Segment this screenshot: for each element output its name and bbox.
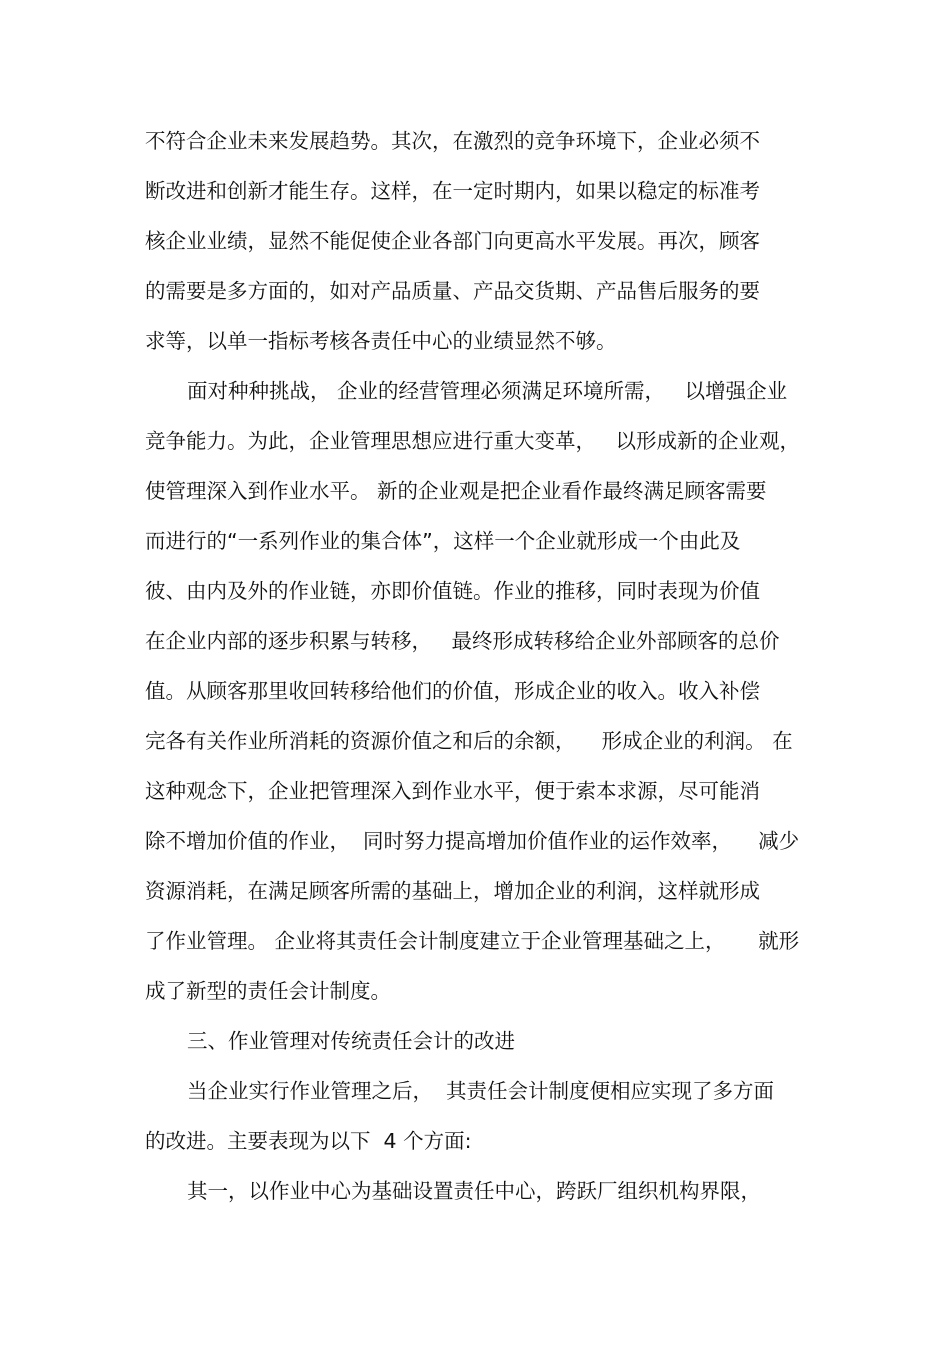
text-line: 竞争能力。为此，企业管理思想应进行重大变革， 以形成新的企业观， (145, 429, 801, 453)
text-line: 在企业内部的逐步积累与转移， 最终形成转移给企业外部顾客的总价 (145, 629, 780, 653)
text-line: 而进行的“一系列作业的集合体”，这样一个企业就形成一个由此及 (145, 529, 741, 553)
text-line: 不符合企业未来发展趋势。其次，在激烈的竞争环境下，企业必须不 (145, 129, 760, 153)
text-line: 核企业业绩，显然不能促使企业各部门向更高水平发展。再次，顾客 (145, 229, 760, 253)
body-text (145, 121, 825, 1221)
text-line: 使管理深入到作业水平。 新的企业观是把企业看作最终满足顾客需要 (145, 479, 767, 503)
text-line: 这种观念下，企业把管理深入到作业水平，便于索本求源，尽可能消 (145, 779, 760, 803)
text-line: 了作业管理。 企业将其责任会计制度建立于企业管理基础之上， 就形 (145, 929, 800, 953)
paragraph-start-line: 其一，以作业中心为基础设置责任中心，跨跃厂组织机构界限， (187, 1179, 761, 1203)
text-line: 值。从顾客那里收回转移给他们的价值，形成企业的收入。收入补偿 (145, 679, 760, 703)
text-line: 成了新型的责任会计制度。 (145, 979, 391, 1003)
section-heading: 三、作业管理对传统责任会计的改进 (187, 1029, 515, 1053)
text-line: 完各有关作业所消耗的资源价值之和后的余额， 形成企业的利润。 在 (145, 729, 793, 753)
text-line: 除不增加价值的作业， 同时努力提高增加价值作业的运作效率， 减少 (145, 829, 800, 853)
text-line: 彼、由内及外的作业链，亦即价值链。作业的推移，同时表现为价值 (145, 579, 760, 603)
text-line: 求等，以单一指标考核各责任中心的业绩显然不够。 (145, 329, 617, 353)
text-line: 资源消耗，在满足顾客所需的基础上，增加企业的利润，这样就形成 (145, 879, 760, 903)
text-line: 的需要是多方面的，如对产品质量、产品交货期、产品售后服务的要 (145, 279, 760, 303)
text-line: 的改进。主要表现为以下 4 个方面: (145, 1129, 472, 1153)
paragraph-start-line: 面对种种挑战， 企业的经营管理必须满足环境所需， 以增强企业 (187, 379, 788, 403)
text-line: 断改进和创新才能生存。这样，在一定时期内，如果以稳定的标准考 (145, 179, 760, 203)
paragraph-start-line: 当企业实行作业管理之后， 其责任会计制度便相应实现了多方面 (187, 1079, 775, 1103)
